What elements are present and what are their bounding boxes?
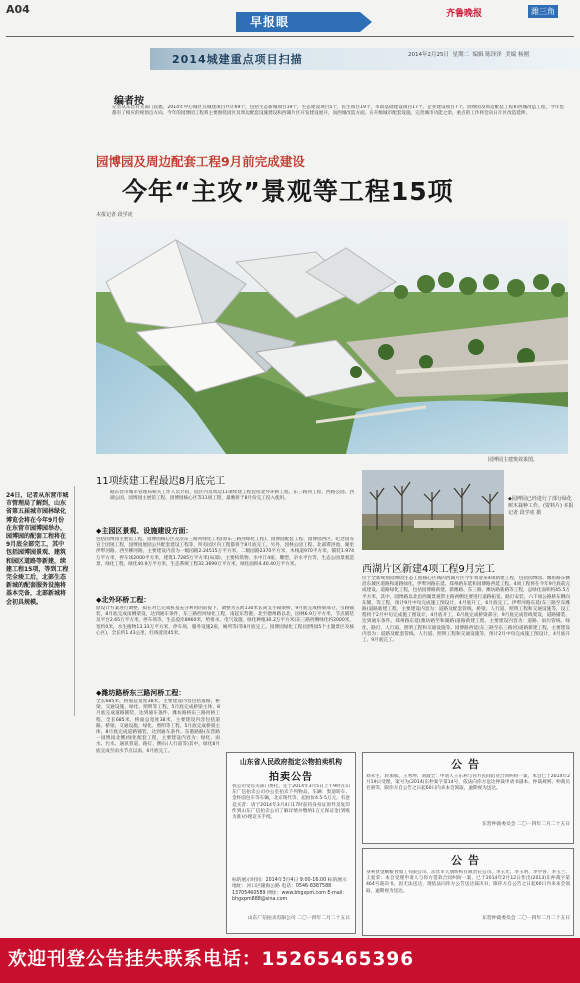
auction-notice-body: 我公司受有关部门委托，定于2014年3月5日上午9时在山东广信拍卖公司办公室拍卖下列物品。车辆：奥迪轿车、金杯面包车等车辆，北京现代等，起拍价4.5-5万元。有意竞买者：请于2014年3月4日17时前持身份证原件及复印件到山东广信拍卖公司了解详情并缴纳1万元保证金(到账为准)办理竞买手续。	[232, 784, 350, 821]
dateline	[408, 50, 529, 58]
notice-2-signature: 东营仲裁委员会 二〇一四年二月二十五日	[482, 916, 570, 921]
auction-notice-title: 山东省人民政府指定公物拍卖机构	[240, 758, 342, 766]
story1-section-c-body: 全长685米，桥面总宽度38米，主要建设内容包括道路、桥梁、交通设施、绿化、照明等工程，5月底完成桥梁主体，8月底完成道路铺装，达到通车条件。潍坊路桥东三路河桥工程，全长685米，桥面总宽度38米，主要建设内容包括道路、桥梁、交通设施、绿化、照明等工程，5月底完成桥梁主体，8月底完成道路铺装，达到通车条件。东港路路(东营路一园博园北侧)绿化配套工程，主要建设内容为：绿化、雨水、污水、通讯管道、路灯、侧石(人行道等)其中，绿化8月底完成至雨水节点以南，6月底完工。	[96, 699, 220, 754]
byline: 本报记者 段学虎	[96, 212, 133, 218]
editor-note-body: 记者从东营有关部门获悉，2014年中心城区点城建项目共计69个，包括生态新城项目19个，生态建设项目5个，民生项目19个，市政基础建设项目17个，企业建设项目7个。园博园及周边配套工程和西城改造工程，今年也都有了相应的规划点方向。今年的园博园工程将主要围绕园区及周边配套设施建设和西湖片区开发建设展开，而西城改造方面，在升级城市配套设施、完善城市功能之余，重点的工作将会向日片区改造延伸。	[112, 105, 564, 117]
park-rendering-illustration	[96, 222, 568, 454]
rendering-image	[96, 222, 568, 454]
sub-headline: 园博园及周边配套工程9月前完成建设	[96, 154, 305, 169]
section-logo: 潍三角	[528, 5, 558, 18]
park-photo-caption: ◆园博园已经进行了部分绿化树木栽种工作。(资料片) 本报记者 段学虎 摄	[508, 496, 574, 516]
newspaper-logo: 齐鲁晚报	[446, 9, 483, 19]
section-title: 早报眼	[236, 12, 360, 32]
auction-signature: 山东广信拍卖有限公司 二〇一四年二月二十五日	[247, 916, 350, 921]
auction-contact: 标的展示时间：2014年3月4日 9:00-16:00 标的展示地址：河口区隆海公路 电话：0546-8387588 13705460589 网址：www.bhgxpm.com E-mail：bhgxpm888@sina.com	[232, 878, 348, 902]
editor: 编辑 陈泽泽	[472, 52, 502, 58]
notice-1-body: 刘永生、蒋加加、王秀坤、刘淑全：申请人王东利与你方民间借贷合同纠纷一案，本会已于2014年2月19日受理，案号为(2014)东仲案字第14号，依法向你方送达仲裁申请书副本、仲裁规则、仲裁员名册等，限你方自公告之日起60日内来本会领取，逾期视为送达。	[366, 774, 570, 792]
story2-heading: 西湖片区新建4项工程9月完工	[362, 564, 495, 575]
story2-body: 位于全新规划园博园生态工程核心区域的西湖片区今年将迎来4项新建工程，包括园博园、潍坊路东侧沿东城区道路和道路绿化、伊犁河路东延、郑州路东延和园博路西延工程。4项工程将在今年9月底前完成建设。道路绿化工程，包括园博路新建、新潍路、东三路、潍坊路新路等工程，总绿化面积约45.5万平方米，其中，园博路以北沿西湖景观带主路两侧还要进行道路拓宽，路灯安装，六千项公路桥东侧向东铺，等工程，预计9月中旬完成施工图设计，4月底开工，6月底完工。伊犁河路东延(东三路至东潍路)道路新建工程，主要建设内容为：道路及配套管线、桥梁、人行道、照明工程和交通设施等，设工程将于2月中旬完成施工图设计，4月底开工，6月底完成桥梁部分，9月底完成管线架设，道路铺装，达到通车条件。郑州路东延(潍坊路至和湖路)道路新建工程，主要建设内容为：道路、雨污管线、绿化、路灯、人行道、照明工程和交通设施等。园博路西延(东三路至东三路河)道路新建工程，主要建设内容为：道路及配套管线、人行道、照明工程和交通设施等，预计2月中旬完成施工图设计，4月底开工，9月底完工。	[362, 576, 570, 644]
notice-1-title: 公告	[451, 758, 485, 771]
date: 2014年2月25日	[408, 52, 449, 58]
park-photo	[362, 470, 504, 550]
notice-2-body: 垦利县金顺粮食加工有限公司、东营市天朋纺织有限责任公司、李玉光、李玉明、李学喜、李玉兰、王爱荣：本会受理申请人与你方借款合同纠纷一案，已于2014年2月12日作出(2013)东仲裁字第464号裁决书，因无法送达，现依法向你方公告送达裁决书，限你方自公告之日起60日内来本会领取，逾期视为送达。	[366, 870, 570, 894]
auction-notice-subtitle: 拍卖公告	[269, 772, 313, 783]
park-trees-illustration	[362, 470, 504, 550]
designer: 美编 杨刚	[505, 52, 530, 58]
header-divider	[6, 36, 574, 37]
story1-intro: 据东营市城市管理局相关工作人员介绍，园区内及周边11项续建工程包括北外环桥工程、东三路河工程、西路公园、西湖公园、园博园主展馆工程、园博园核心区等11项工程，最晚将于8月份完工投入使用。	[110, 490, 354, 502]
editor-note-heading: 编者按	[114, 96, 144, 107]
column-divider	[74, 486, 75, 716]
story1-heading: 11项续建工程最迟8月底完工	[96, 476, 226, 487]
story1-section-b-body: 原设计方案进行调整，拟在对已完成桩基充分利用的前提下，调整为五跨130米长简支小箱梁桥，9月底完成桥梁部分，引路铺装，8月底完成南侧架设，达到通车条件，东三路西河绿化工程，南起东营港，北至德州路以北，园林6.9万平方米，节点铺装及平台2.65万平方米，停车场等，生态驳岸8960米，给排水，电气设施，绿化种植30.2万平方米(东三路西侧绿化约2000米，宽约0米，水生植物13.33万平方米，停车场，服务设施2座，厕所等)等8月底完工。园博园绿化工程(园博园5个主题景区及核心区)，全长约1.43公里，红线宽度45米。	[96, 606, 354, 636]
notice-2-title: 公告	[451, 854, 485, 867]
rendering-caption: 园博园主建筑效果图。	[488, 457, 539, 463]
page-number: A04	[6, 3, 30, 16]
footer-hotline: 欢迎刊登公告挂失联系电话：15265465396	[8, 949, 415, 970]
story1-section-a-heading: ◆主园区景观、设施建设方面：	[96, 527, 193, 535]
topic-banner-title: 2014城建重点项目扫描	[172, 53, 303, 66]
lead-paragraph: 24日，记者从东营市城市管理局了解到，山东省第五届城市园林绿化博览会将在今年9月份在东营市园博园举办，园博园的配套工程将在9月底全部完工，其中包括园博园景观、建筑和园区道路等新建，续建工程15项，等到工程完全竣工后，北部生态新城的配套服务设施将基本完备，北部新城将会初具规模。	[6, 492, 69, 606]
story1-section-a-body: 包括园博园主展馆工程、园博园核心区及沿东三路河绿化工程(原东三路河绿化工程)、园博园配套工程、园博园西区、纪念园等宣士园项工程，园博园展园公共配套建设工程等，所有园区内工程都将于8月底完工。另外，园林公园工程、北部滞洪池、湖里伊犁河路、西至柳河路，主要建设内容为一级园路2.24515万平方米，二级园路2370平方米，木栈道970平方米，铺装1.974万平方米，停车场2000平方米，建筑1.7285万平方米(局部)，主要构筑物、水中汀4座、雕塑、亲水平台等，生态公园景观造景，绿化工程，绿化40.9万平方米，生态系统工程32.3699万平方米，绿化面积4.40.40万平方米。	[96, 537, 354, 567]
weekday: 星期二	[452, 52, 470, 58]
notice-1-signature: 东营仲裁委员会 二〇一四年二月二十五日	[482, 822, 570, 827]
story1-section-b-heading: ◆北外环桥工程：	[96, 596, 151, 604]
main-headline: 今年“主攻”景观等工程15项	[122, 177, 454, 206]
story1-section-c-heading: ◆潍坊路桥东三路河桥工程：	[96, 689, 186, 697]
